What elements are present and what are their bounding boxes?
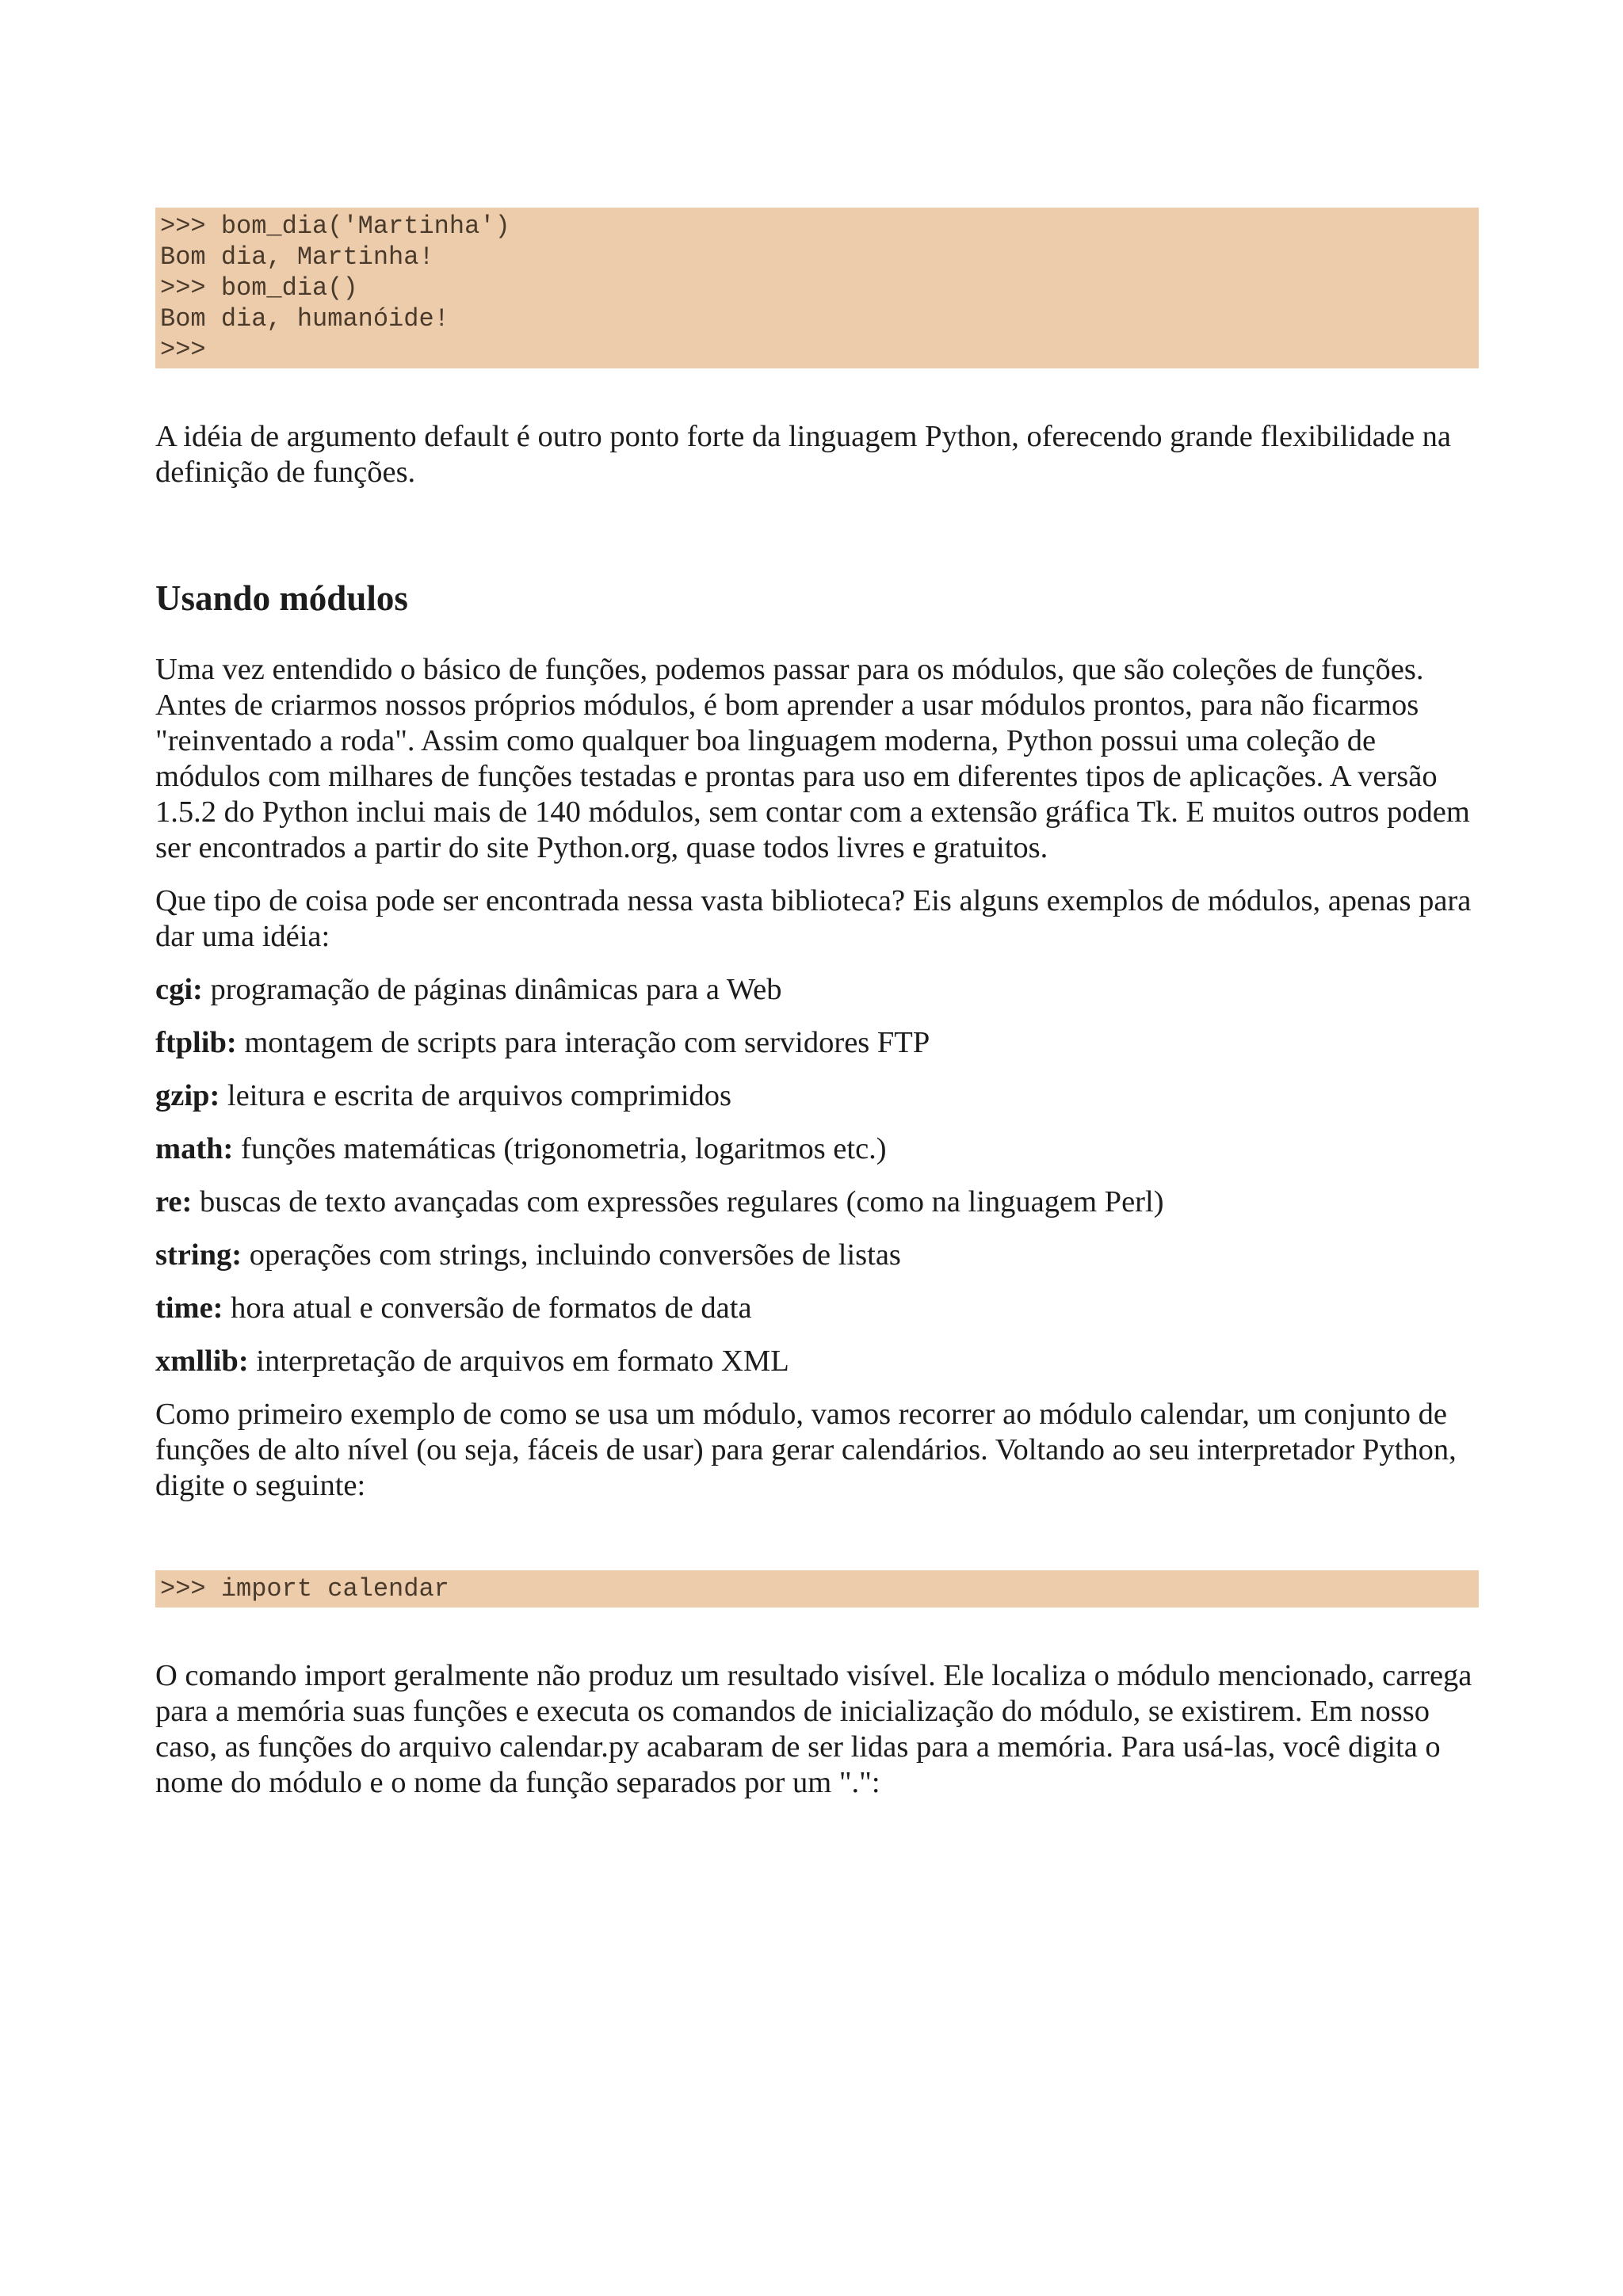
module-item-time <box>155 1291 1479 1326</box>
code-block-import-calendar <box>155 1570 1479 1608</box>
code-block-bom-dia <box>155 208 1479 368</box>
module-description: hora atual e conversão de formatos de data <box>223 1291 752 1325</box>
page-content <box>155 208 1479 1801</box>
module-term: cgi: <box>155 973 203 1006</box>
module-term: math: <box>155 1132 234 1165</box>
module-description: funções matemáticas (trigonometria, logaritmos etc.) <box>233 1132 887 1165</box>
module-description: leitura e escrita de arquivos comprimidos <box>220 1079 732 1112</box>
module-description: buscas de texto avançadas com expressões regulares (como na linguagem Perl) <box>192 1185 1164 1219</box>
module-term: re: <box>155 1185 193 1219</box>
module-item-xmllib <box>155 1344 1479 1379</box>
module-term: string: <box>155 1238 242 1272</box>
code-line: Bom dia, humanóide! <box>160 304 449 334</box>
paragraph-calendar-example: Como primeiro exemplo de como se usa um módulo, vamos recorrer ao módulo calendar, um conjunto de funções de alto nível (ou seja, fáceis de usar) para gerar calendários. Voltando ao seu interpretador Python, digite o seguinte: <box>155 1398 1457 1502</box>
code-line: >>> bom_dia('Martinha') <box>160 212 510 241</box>
module-term: gzip: <box>155 1079 220 1112</box>
module-term: xmllib: <box>155 1344 249 1378</box>
module-item-math <box>155 1131 1479 1167</box>
module-term: ftplib: <box>155 1026 237 1059</box>
paragraph-default-argument: A idéia de argumento default é outro ponto forte da linguagem Python, oferecendo grande flexibilidade na definição de funções. <box>155 420 1452 489</box>
paragraph-modules-intro: Uma vez entendido o básico de funções, podemos passar para os módulos, que são coleções de funções. Antes de criarmos nossos próprios módulos, é bom aprender a usar módulos prontos, para não ficarmos "reinventado a roda". Assim como qualquer boa linguagem moderna, Python possui uma coleção de módulos com milhares de funções testadas e prontas para uso em diferentes tipos de aplicações. A versão 1.5.2 do Python inclui mais de 140 módulos, sem contar com a extensão gráfica Tk. E muitos outros podem ser encontrados a partir do site Python.org, quase todos livres e gratuitos. <box>155 653 1470 864</box>
code-line: Bom dia, Martinha! <box>160 242 434 272</box>
paragraph-import-explanation: O comando import geralmente não produz um resultado visível. Ele localiza o módulo mencionado, carrega para a memória suas funções e executa os comandos de inicialização do módulo, se existirem. Em nosso caso, as funções do arquivo calendar.py acabaram de ser lidas para a memória. Para usá-las, você digita o nome do módulo e o nome da função separados por um ".": <box>155 1659 1472 1799</box>
module-item-ftplib <box>155 1025 1479 1061</box>
module-description: programação de páginas dinâmicas para a Web <box>202 973 782 1006</box>
module-term: time: <box>155 1291 223 1325</box>
section-heading: Usando módulos <box>155 578 408 618</box>
module-item-re <box>155 1184 1479 1220</box>
module-item-gzip <box>155 1078 1479 1114</box>
code-line: >>> import calendar <box>160 1574 449 1604</box>
module-item-string <box>155 1238 1479 1273</box>
module-description: interpretação de arquivos em formato XML <box>248 1344 789 1378</box>
paragraph-library-question: Que tipo de coisa pode ser encontrada nessa vasta biblioteca? Eis alguns exemplos de módulos, apenas para dar uma idéia: <box>155 884 1472 953</box>
module-description: montagem de scripts para interação com servidores FTP <box>236 1026 930 1059</box>
code-line: >>> <box>160 335 206 364</box>
module-description: operações com strings, incluindo conversões de listas <box>242 1238 901 1272</box>
module-item-cgi <box>155 972 1479 1008</box>
code-line: >>> bom_dia() <box>160 273 358 303</box>
